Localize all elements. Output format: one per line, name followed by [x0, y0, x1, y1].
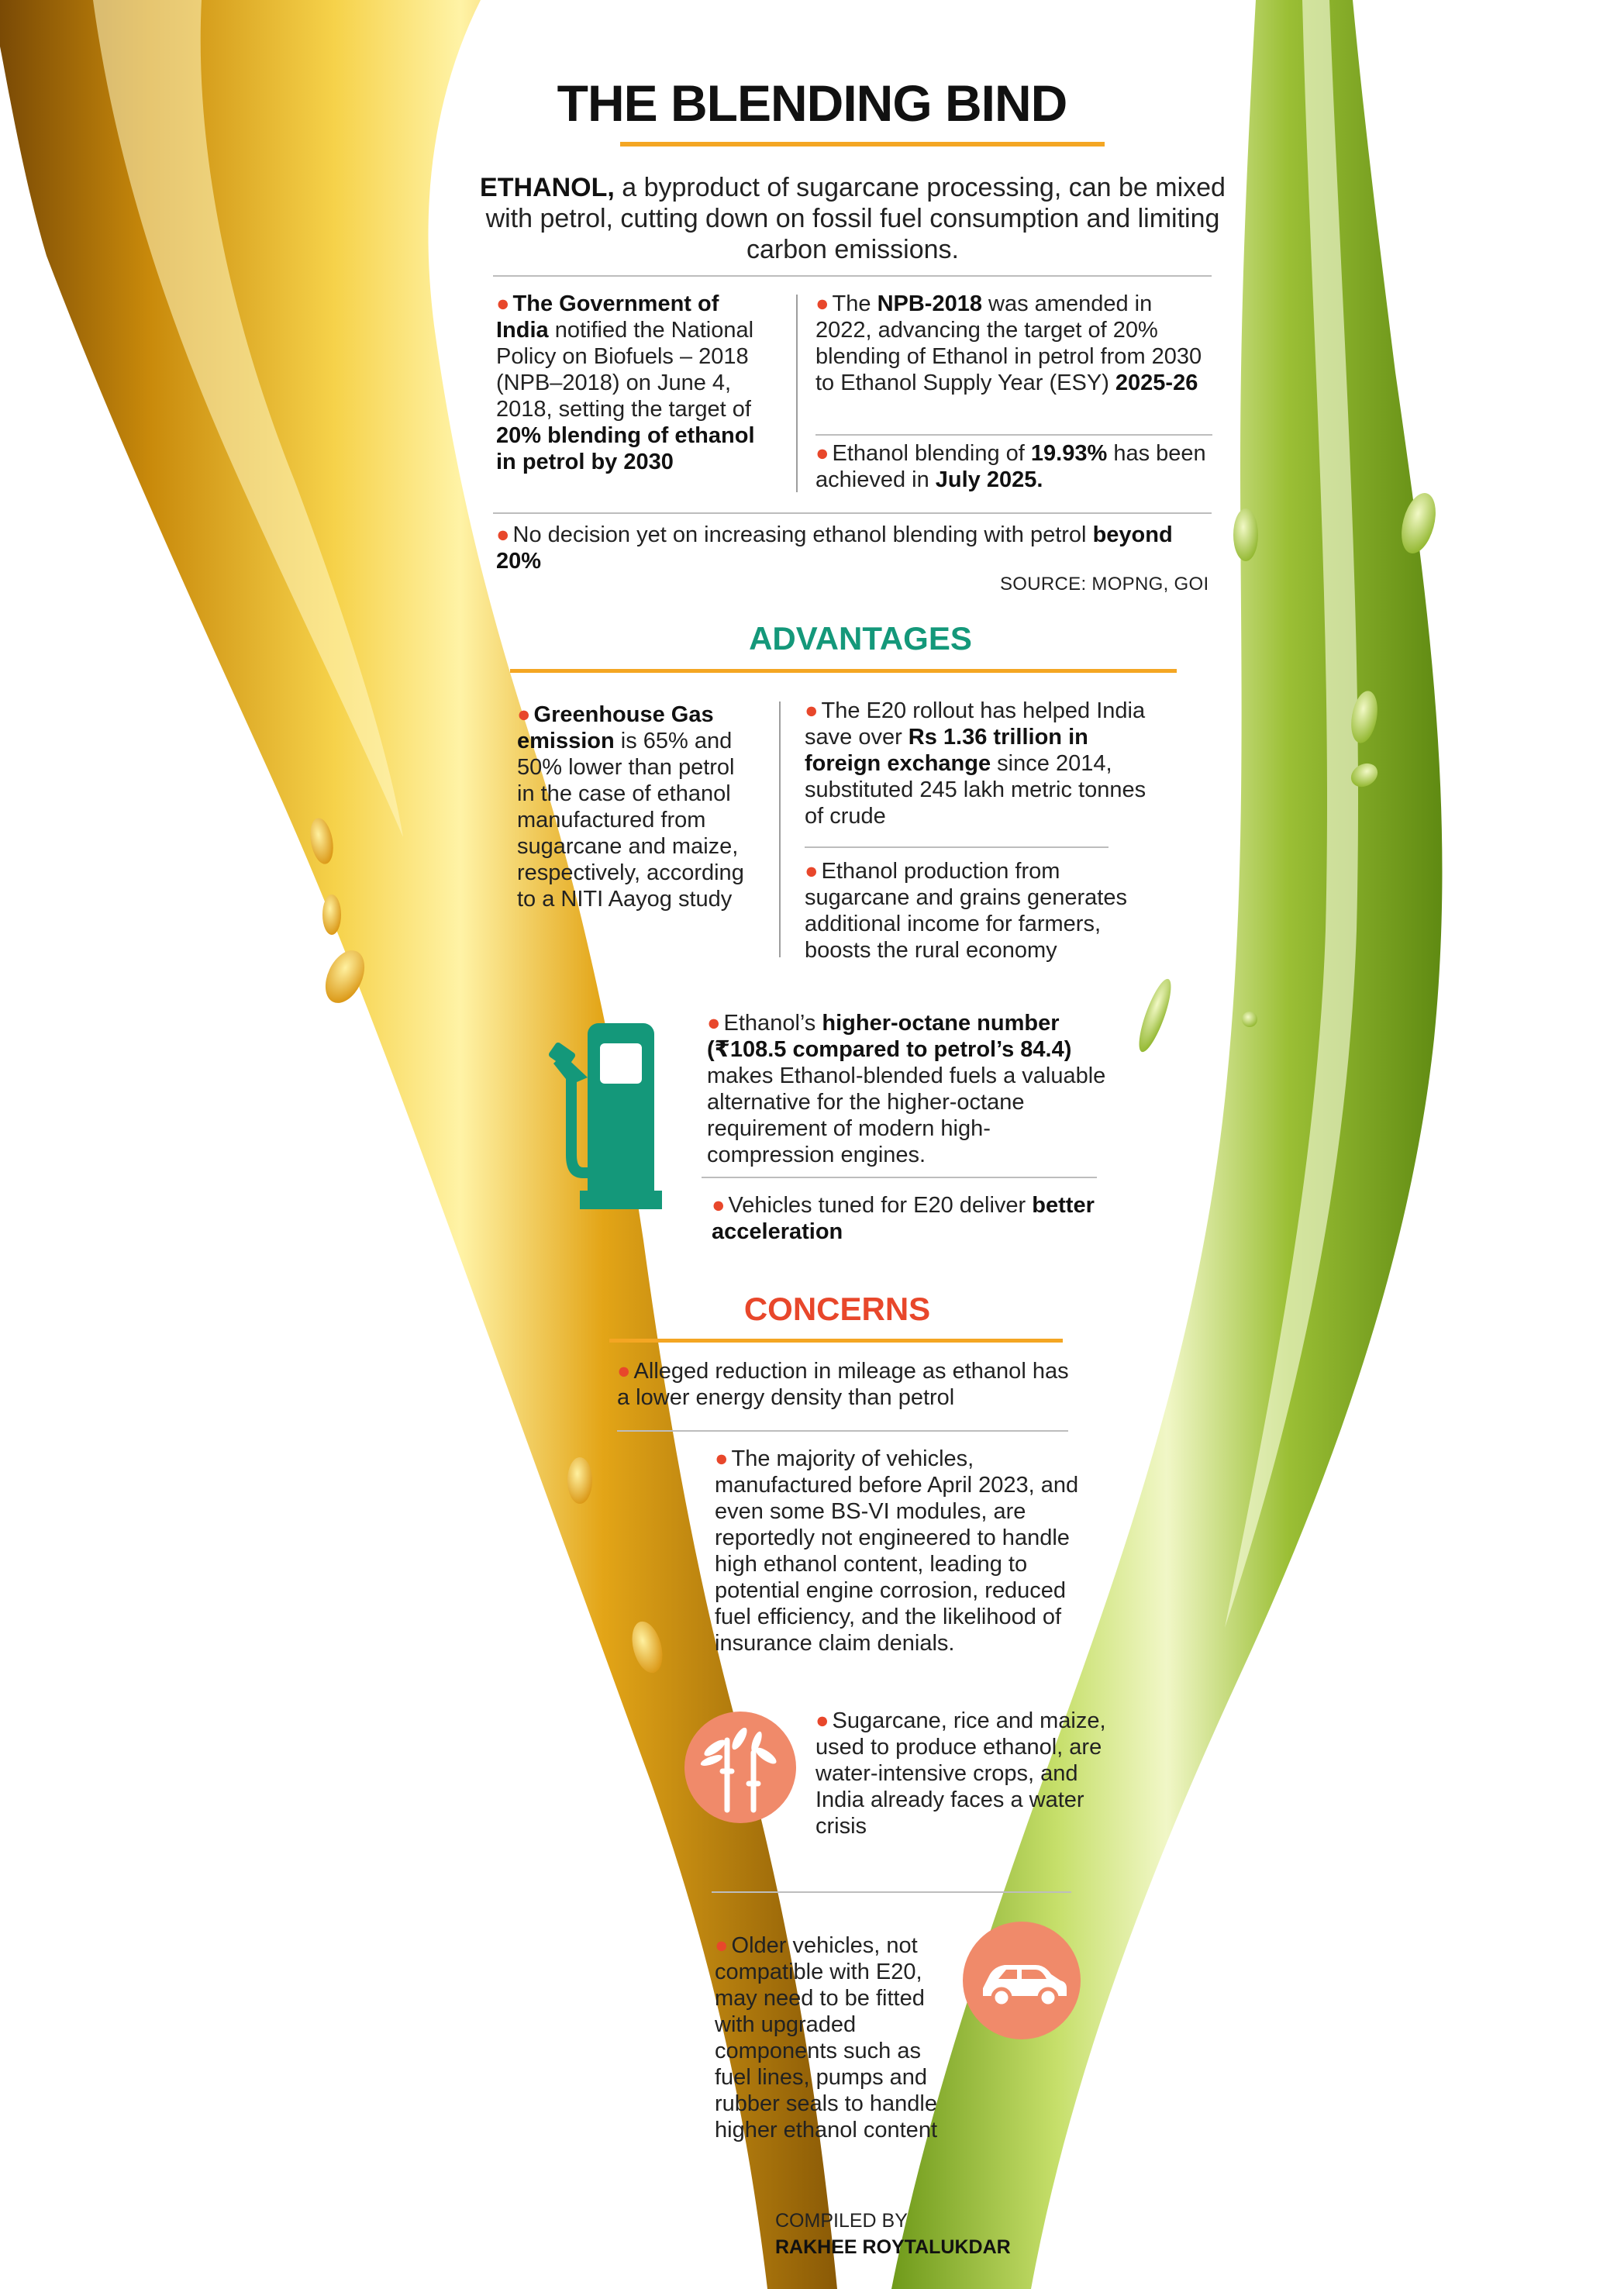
- advantages-heading: ADVANTAGES: [749, 620, 972, 657]
- sugarcane-icon: [682, 1709, 798, 1825]
- droplet-icon: [322, 895, 341, 935]
- adv-forex-savings: ● The E20 rollout has helped India save over Rs 1.36 trillion in foreign exchange since 2014, substituted 245 lakh metric tonnes of crude: [805, 698, 1146, 829]
- adv-octane-number: ● Ethanol’s higher-octane number (₹108.5 compared to petrol’s 84.4) makes Ethanol-blended fuels a valuable alternative for the higher-octane requirement of modern high-compression engines.: [707, 1011, 1106, 1167]
- advantages-underline: [510, 669, 1177, 673]
- divider: [617, 1430, 1068, 1432]
- vertical-divider: [796, 295, 798, 492]
- intro-lead: ETHANOL,: [480, 173, 615, 202]
- divider: [805, 846, 1109, 848]
- intro-text: a byproduct of sugarcane processing, can be mixed with petrol, cutting down on fossil fuel consumption and limiting carbon emissions.: [485, 173, 1226, 264]
- concern-vehicle-compatibility: ● The majority of vehicles, manufactured before April 2023, and even some BS-VI modules, are reportedly not engineered to handle high ethanol content, leading to potential engine corrosion, reduced fuel efficiency, and the likelihood of insurance claim denials.: [715, 1446, 1079, 1656]
- adv-acceleration: ● Vehicles tuned for E20 deliver better acceleration: [712, 1193, 1095, 1244]
- title-underline: [620, 142, 1105, 147]
- fact-no-decision: ● No decision yet on increasing ethanol blending with petrol beyond 20%: [496, 522, 1173, 574]
- intro-paragraph: [465, 172, 1240, 265]
- page-title: THE BLENDING BIND: [557, 74, 1067, 132]
- droplet-icon: [1233, 508, 1258, 561]
- divider: [493, 512, 1212, 514]
- fact-policy-2018: ● The Government of India notified the National Policy on Biofuels – 2018 (NPB–2018) on June 4, 2018, setting the target of 20% blending of ethanol in petrol by 2030: [496, 291, 755, 474]
- concern-mileage: ● Alleged reduction in mileage as ethanol has a lower energy density than petrol: [617, 1359, 1069, 1410]
- droplet-icon: [1242, 1012, 1257, 1027]
- vertical-divider: [779, 702, 781, 957]
- divider: [493, 275, 1212, 277]
- droplet-icon: [567, 1457, 592, 1504]
- fuel-pump-icon: [543, 1023, 682, 1225]
- compiled-by: COMPILED BY RAKHEE ROYTALUKDAR: [775, 2210, 1011, 2258]
- concerns-heading: CONCERNS: [743, 1291, 931, 1327]
- fact-npb-amended: ● The NPB-2018 was amended in 2022, advancing the target of 20% blending of Ethanol in petrol from 2030 to Ethanol Supply Year (ESY) 2025-26: [815, 291, 1202, 395]
- divider: [702, 1177, 1097, 1178]
- concern-older-vehicles: ● Older vehicles, not compatible with E20, may need to be fitted with upgraded components such as fuel lines, pumps and rubber seals to handle higher ethanol content: [715, 1933, 937, 2142]
- fact-blending-achieved: ● Ethanol blending of 19.93% has been achieved in July 2025.: [815, 441, 1206, 492]
- source-label: SOURCE: MOPNG, GOI: [1000, 574, 1209, 595]
- droplet-icon: [1133, 976, 1177, 1055]
- divider: [815, 434, 1212, 436]
- divider: [712, 1891, 1071, 1893]
- car-icon: [961, 1920, 1082, 2041]
- adv-ghg-emission: ● Greenhouse Gas emission is 65% and 50% lower than petrol in the case of ethanol manufactured from sugarcane and maize, respectively, according to a NITI Aayog study: [517, 702, 744, 912]
- concern-water-intensive: ● Sugarcane, rice and maize, used to produce ethanol, are water-intensive crops, and India already faces a water crisis: [815, 1708, 1106, 1839]
- adv-farmer-income: ● Ethanol production from sugarcane and grains generates additional income for farmers, boosts the rural economy: [805, 859, 1127, 963]
- concerns-underline: [609, 1339, 1063, 1343]
